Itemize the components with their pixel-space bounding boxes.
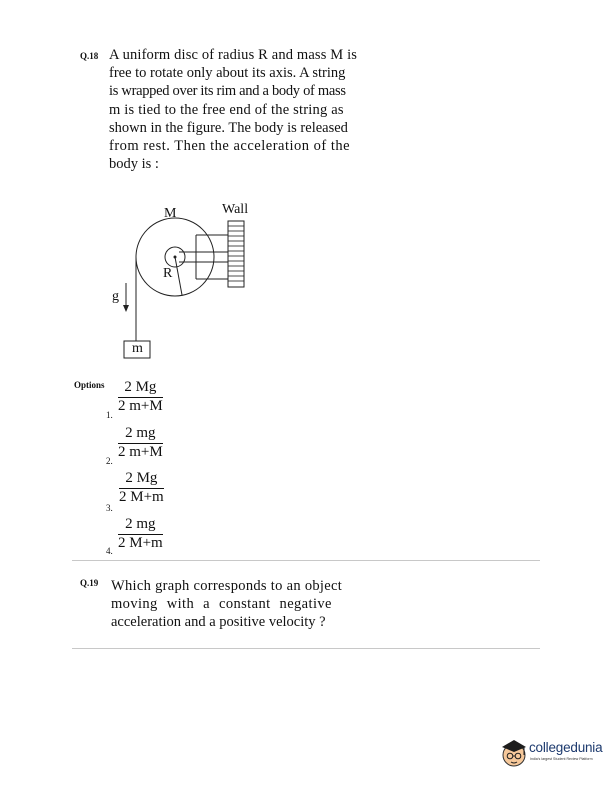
wall-hatching: [228, 226, 244, 281]
option-denominator: 2 M+m: [119, 489, 164, 505]
question-text: [109, 46, 389, 173]
option-number: 4.: [106, 546, 113, 556]
question-line: moving with a constant negative: [111, 596, 332, 613]
option-numerator: 2 Mg: [125, 470, 158, 486]
brand-name: collegedunia: [529, 740, 603, 755]
option-denominator: 2 M+m: [118, 535, 163, 551]
option-numerator: 2 mg: [125, 425, 156, 441]
question-line: from rest. Then the acceleration of the: [109, 138, 351, 155]
option-3-fraction[interactable]: [119, 470, 164, 506]
radius-line: [175, 257, 182, 295]
question-number: Q.18: [80, 51, 99, 61]
question-text: [111, 577, 391, 632]
question-line: free to rotate only about its axis. A string: [109, 65, 346, 82]
option-denominator: 2 m+M: [118, 444, 163, 460]
question-line: m is tied to the free end of the string as: [109, 101, 344, 118]
option-4-fraction[interactable]: [118, 516, 163, 552]
option-numerator: 2 Mg: [124, 379, 157, 395]
wall-label: Wall: [222, 202, 249, 217]
radius-label: R: [163, 266, 173, 281]
gravity-label: g: [112, 289, 119, 304]
brand-tagline: India's largest Student Review Platform: [530, 757, 593, 761]
divider: [72, 560, 540, 561]
option-number: 3.: [106, 503, 113, 513]
disc-pulley-figure: [100, 195, 270, 365]
arrow-head-icon: [123, 305, 129, 312]
option-numerator: 2 mg: [125, 516, 156, 532]
question-line: acceleration and a positive velocity ?: [111, 614, 326, 631]
option-number: 1.: [106, 410, 113, 420]
options-label: Options: [74, 380, 105, 390]
question-line: Which graph corresponds to an object: [111, 578, 343, 594]
divider: [72, 648, 540, 649]
question-line: is wrapped over its rim and a body of mass: [109, 83, 346, 100]
option-denominator: 2 m+M: [118, 398, 163, 414]
block-mass-label: m: [132, 341, 143, 356]
option-2-fraction[interactable]: [118, 425, 163, 461]
question-line: body is :: [109, 156, 159, 173]
option-number: 2.: [106, 456, 113, 466]
option-1-fraction[interactable]: [118, 379, 163, 415]
collegedunia-logo-icon: [499, 735, 529, 771]
question-line: A uniform disc of radius R and mass M is: [109, 47, 358, 63]
disc-mass-label: M: [164, 206, 177, 221]
question-number: Q.19: [80, 578, 99, 588]
question-line: shown in the figure. The body is released: [109, 119, 348, 136]
